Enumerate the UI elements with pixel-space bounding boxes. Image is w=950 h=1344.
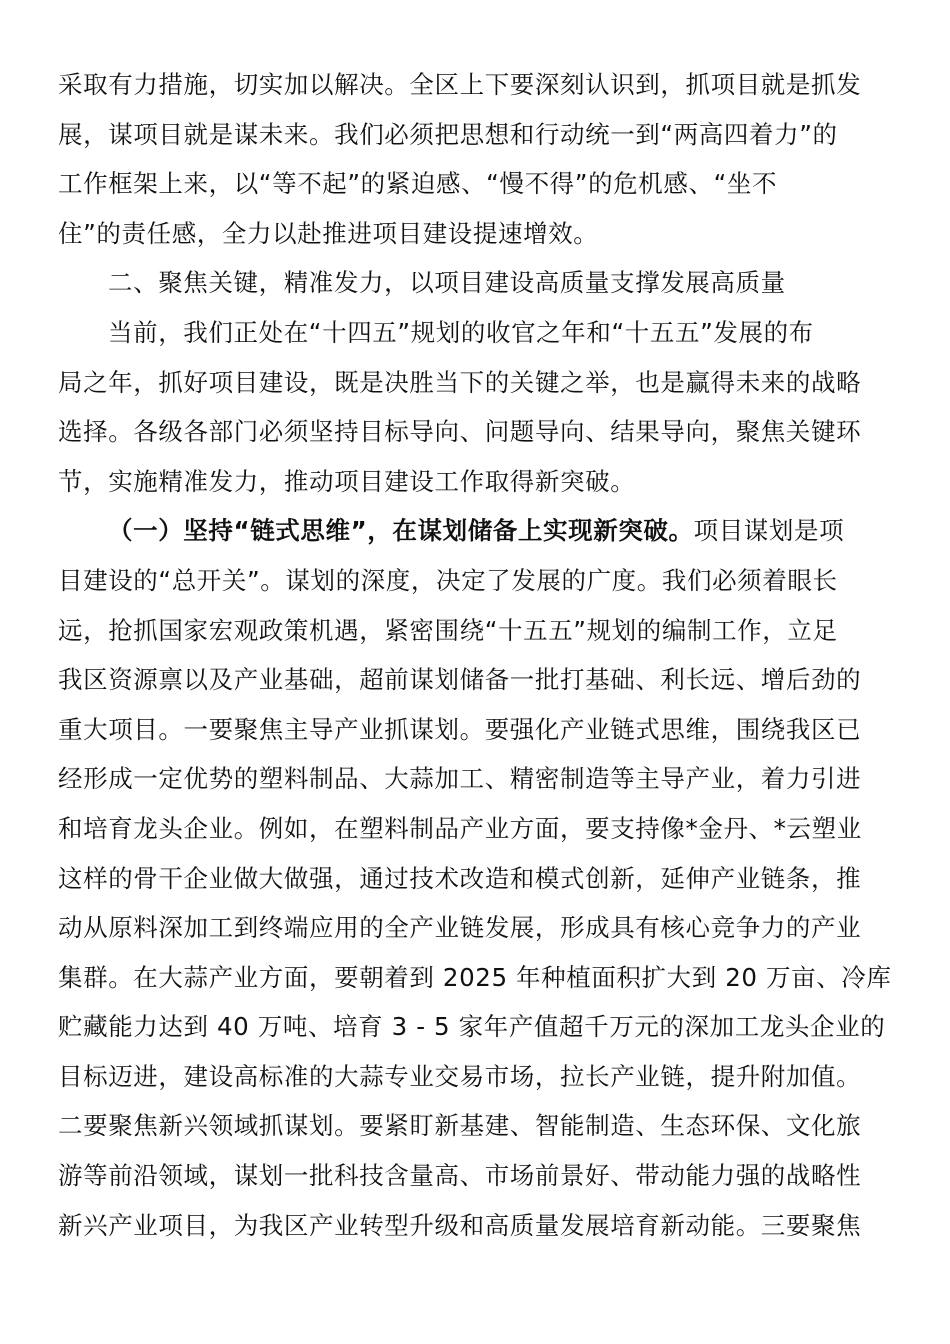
text-line: 和培育龙头企业。例如，在塑料制品产业方面，要支持像*金丹、*云塑业 [58, 813, 862, 843]
text-line: 二要聚焦新兴领域抓谋划。要紧盯新基建、智能制造、生态环保、文化旅 [58, 1111, 862, 1141]
text-line: 集群。在大蒜产业方面，要朝着到 2025 年种植面积扩大到 20 万亩、冷库 [58, 962, 892, 992]
subheading-rest: 项目谋划是项 [693, 516, 845, 546]
text-line: 采取有力措施，切实加以解决。全区上下要深刻认识到，抓项目就是抓发 [58, 70, 862, 99]
text-line: 目建设的“总开关”。谋划的深度，决定了发展的广度。我们必须着眼长 [58, 565, 838, 595]
text-line: 节，实施精准发力，推动项目建设工作取得新突破。 [58, 466, 636, 496]
text-line: 选择。各级各部门必须坚持目标导向、问题导向、结果导向，聚焦关键环 [58, 417, 862, 447]
text-line: 我区资源禀以及产业基础，超前谋划储备一批打基础、利长远、增后劲的 [58, 665, 862, 695]
text-line: 展，谋项目就是谋未来。我们必须把思想和行动统一到“两高四着力”的 [58, 119, 838, 149]
text-line: 重大项目。一要聚焦主导产业抓谋划。要强化产业链式思维，围绕我区已 [58, 714, 862, 744]
text-line [58, 1250, 876, 1300]
text-line: 经形成一定优势的塑料制品、大蒜加工、精密制造等主导产业，着力引进 [58, 764, 862, 794]
text-line: 动从原料深加工到终端应用的全产业链发展，形成具有核心竞争力的产业 [58, 913, 862, 943]
text-line: 目标迈进，建设高标准的大蒜专业交易市场，拉长产业链，提升附加值。 [58, 1061, 862, 1091]
text-line: 新兴产业项目，为我区产业转型升级和高质量发展培育新动能。三要聚焦 [58, 1210, 862, 1240]
paragraph-first-line: 当前，我们正处在“十四五”规划的收官之年和“十五五”发展的布 [108, 317, 814, 347]
text-line: 游等前沿领域，谋划一批科技含量高、市场前景好、带动能力强的战略性 [58, 1161, 862, 1191]
subheading-line [58, 506, 876, 556]
text-line: 工作框架上来，以“等不起”的紧迫感、“慢不得”的危机感、“坐不 [58, 169, 778, 199]
document-page [58, 60, 892, 1300]
subheading-bold: （一）坚持“链式思维”，在谋划储备上实现新突破。 [108, 516, 694, 546]
text-line: 这样的骨干企业做大做强，通过技术改造和模式创新，延伸产业链条，推 [58, 863, 862, 893]
text-line: 住”的责任感，全力以赴推进项目建设提速增效。 [58, 218, 599, 248]
text-line: 远，抢抓国家宏观政策机遇，紧密围绕“十五五”规划的编制工作，立足 [58, 615, 838, 645]
section-heading: 二、聚焦关键，精准发力，以项目建设高质量支撑发展高质量 [108, 268, 786, 298]
text-line: 局之年，抓好项目建设，既是决胜当下的关键之举，也是赢得未来的战略 [58, 367, 862, 397]
text-line: 贮藏能力达到 40 万吨、培育 3 - 5 家年产值超千万元的深加工龙头企业的 [58, 1012, 886, 1042]
